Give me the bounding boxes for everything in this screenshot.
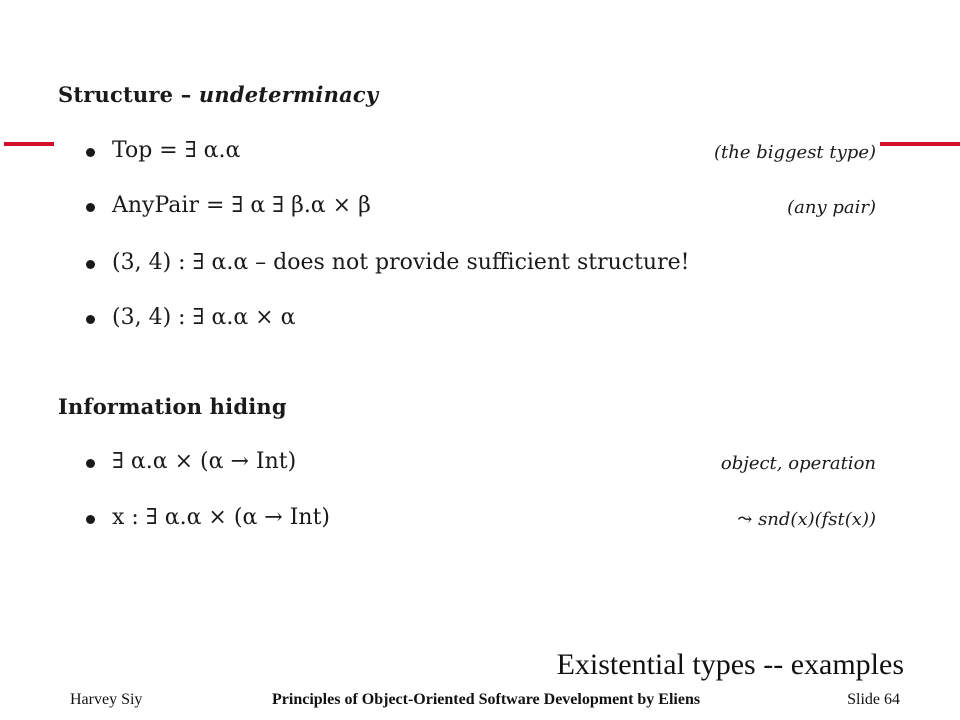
section-heading-emphasis: undeterminacy xyxy=(198,82,379,107)
bullet-icon xyxy=(86,315,95,324)
formula-text: AnyPair = ∃ α ∃ β.α × β xyxy=(112,193,371,218)
formula-note: object, operation xyxy=(720,453,876,474)
formula-text: (3, 4) : ∃ α.α × α xyxy=(112,305,296,330)
list-item-insufficient-structure xyxy=(86,250,876,280)
formula-text: Top = ∃ α.α xyxy=(112,138,241,163)
list-item-any-pair xyxy=(86,193,876,223)
footer-slide-number: Slide 64 xyxy=(847,691,900,708)
list-item-top-type xyxy=(86,138,876,168)
formula-note: (the biggest type) xyxy=(714,142,876,163)
formula-note: (any pair) xyxy=(787,197,876,218)
formula-text: ∃ α.α × (α → Int) xyxy=(112,449,297,474)
formula-note: ⤳ snd(x)(fst(x)) xyxy=(737,509,876,530)
bullet-icon xyxy=(86,459,95,468)
bullet-icon xyxy=(86,203,95,212)
list-item-object-operation xyxy=(86,449,876,479)
red-accent-rule-right xyxy=(880,142,960,146)
red-accent-rule-left xyxy=(4,142,54,146)
bullet-icon xyxy=(86,260,95,269)
bullet-icon xyxy=(86,515,95,524)
list-item-application xyxy=(86,505,876,535)
bullet-icon xyxy=(86,148,95,157)
list-item-pair-structure xyxy=(86,305,876,335)
footer-course-title: Principles of Object-Oriented Software Development by Eliens xyxy=(272,691,701,708)
section-heading-prefix: Structure – xyxy=(58,82,199,107)
footer-author: Harvey Siy xyxy=(70,691,143,708)
slide-title: Existential types -- examples xyxy=(556,648,904,681)
formula-text: (3, 4) : ∃ α.α – does not provide sufficient structure! xyxy=(112,250,690,275)
section-heading-structure xyxy=(58,82,378,107)
section-heading-information-hiding: Information hiding xyxy=(58,394,287,419)
formula-text: x : ∃ α.α × (α → Int) xyxy=(112,505,331,530)
